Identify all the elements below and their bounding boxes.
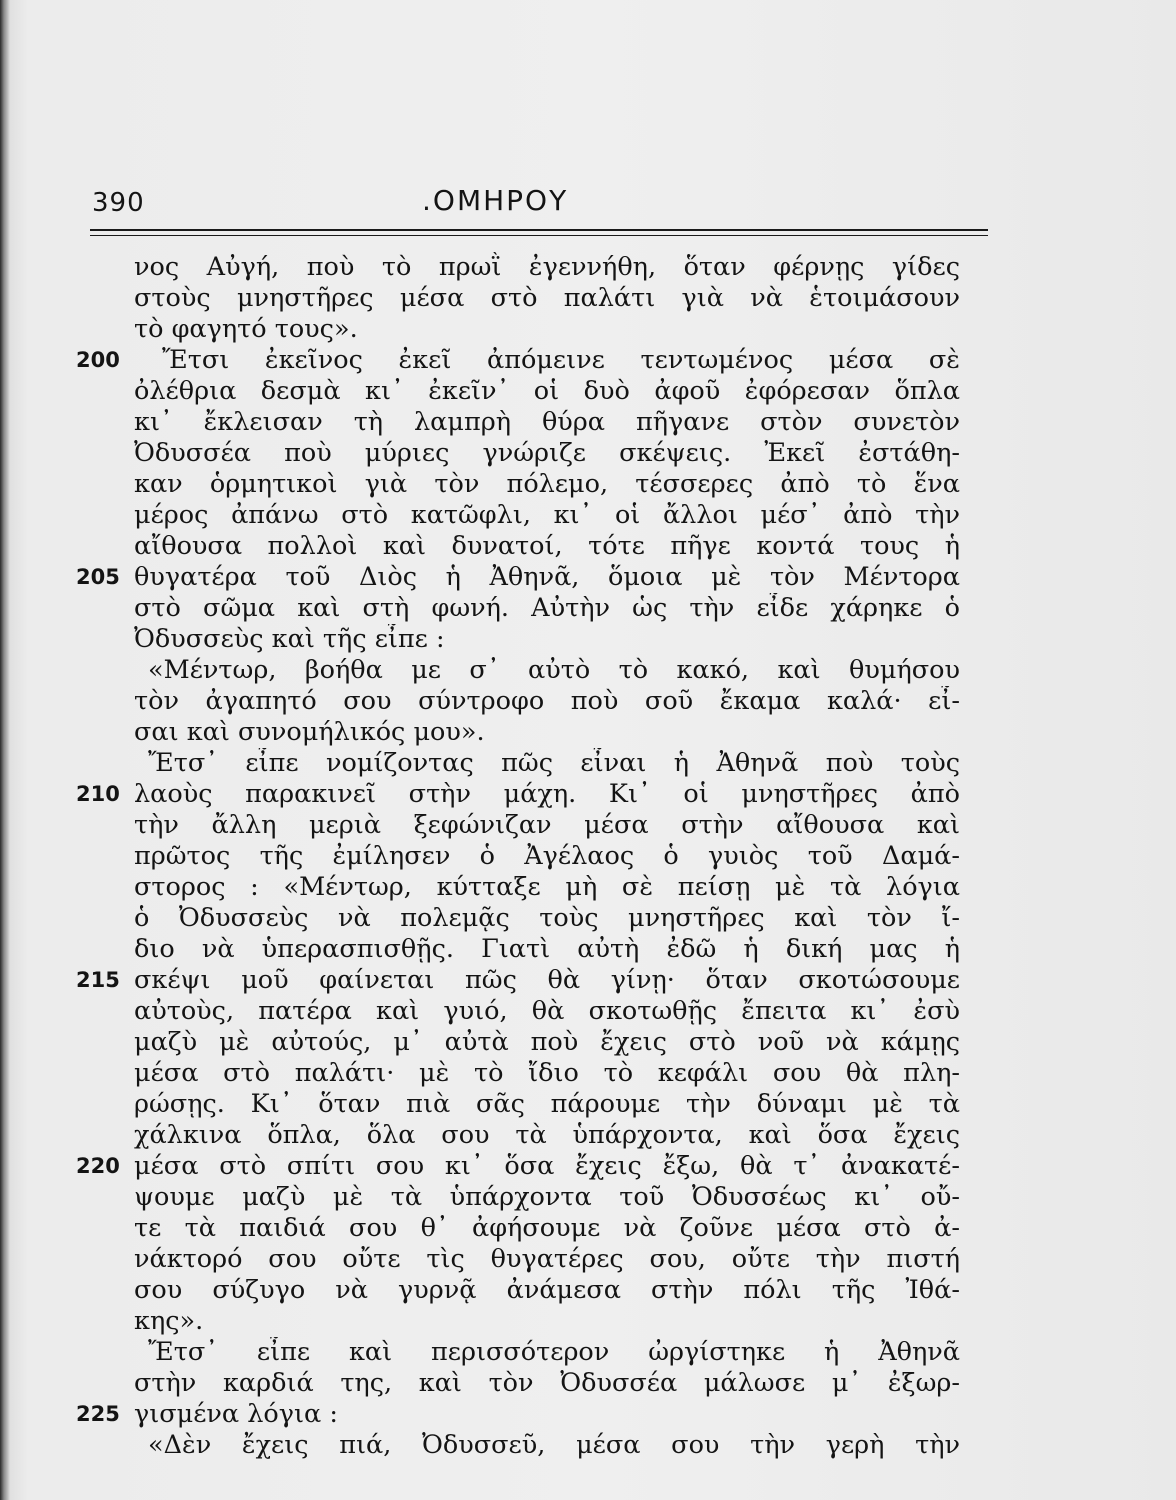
text-line: θυγατέρα τοῦ Διὸς ἡ Ἀθηνᾶ, ὅμοια μὲ τὸν Μέντορα bbox=[134, 562, 960, 592]
text-line: ὀλέθρια δεσμὰ κι᾽ ἐκεῖν᾽ οἱ δυὸ ἀφοῦ ἐφόρεσαν ὅπλα bbox=[134, 376, 960, 406]
line-number: 205 bbox=[76, 565, 120, 589]
text-line: γισμένα λόγια : bbox=[134, 1399, 338, 1429]
header-rule bbox=[90, 229, 988, 231]
line-number: 220 bbox=[76, 1154, 120, 1178]
text-line: ψουμε μαζὺ μὲ τὰ ὑπάρχοντα τοῦ Ὀδυσσέως κι᾽ οὔ- bbox=[134, 1182, 960, 1212]
text-line: μαζὺ μὲ αὐτούς, μ᾽ αὐτὰ ποὺ ἔχεις στὸ νοῦ νὰ κάμῃς bbox=[134, 1027, 960, 1057]
line-number: 225 bbox=[76, 1402, 120, 1426]
line-number: 210 bbox=[76, 782, 120, 806]
text-line: «Μέντωρ, βοήθα με σ᾽ αὐτὸ τὸ κακό, καὶ θυμήσου bbox=[148, 655, 960, 685]
text-line: καν ὁρμητικοὶ γιὰ τὸν πόλεμο, τέσσερες ἀπὸ τὸ ἕνα bbox=[134, 469, 960, 499]
text-line: σου σύζυγο νὰ γυρνᾷ ἀνάμεσα στὴν πόλι τῆς Ἰθά- bbox=[134, 1275, 960, 1305]
running-title: .ΟΜΗΡΟΥ bbox=[422, 184, 569, 217]
text-line: πρῶτος τῆς ἐμίλησεν ὁ Ἀγέλαος ὁ γυιὸς τοῦ Δαμά- bbox=[134, 841, 960, 871]
text-line: Ὀδυσσεὺς καὶ τῆς εἶπε : bbox=[134, 624, 445, 654]
text-line: ρώσῃς. Κι᾽ ὅταν πιὰ σᾶς πάρουμε τὴν δύναμι μὲ τὰ bbox=[134, 1089, 960, 1119]
text-line: στοὺς μνηστῆρες μέσα στὸ παλάτι γιὰ νὰ ἑτοιμάσουν bbox=[134, 283, 960, 313]
text-line: ὁ Ὀδυσσεὺς νὰ πολεμᾷς τοὺς μνηστῆρες καὶ τὸν ἴ- bbox=[134, 903, 960, 933]
text-line: διο νὰ ὑπερασπισθῇς. Γιατὶ αὐτὴ ἐδῶ ἡ δική μας ἡ bbox=[134, 934, 960, 964]
page-header bbox=[92, 182, 987, 230]
text-line: λαοὺς παρακινεῖ στὴν μάχη. Κι᾽ οἱ μνηστῆρες ἀπὸ bbox=[134, 779, 960, 809]
text-line: αἴθουσα πολλοὶ καὶ δυνατοί, τότε πῆγε κοντά τους ἡ bbox=[134, 531, 960, 561]
text-line: Ἔτσι ἐκεῖνος ἐκεῖ ἀπόμεινε τεντωμένος μέσα σὲ bbox=[162, 345, 960, 375]
text-line: σαι καὶ συνομήλικός μου». bbox=[134, 717, 485, 747]
text-line: Ἔτσ᾽ εἶπε καὶ περισσότερον ὠργίστηκε ἡ Ἀθηνᾶ bbox=[148, 1337, 960, 1367]
text-line: αὐτοὺς, πατέρα καὶ γυιό, θὰ σκοτωθῇς ἔπειτα κι᾽ ἐσὺ bbox=[134, 996, 960, 1026]
text-line: μέρος ἀπάνω στὸ κατῶφλι, κι᾽ οἱ ἄλλοι μέσ᾽ ἀπὸ τὴν bbox=[134, 500, 960, 530]
text-line: τὸ φαγητό τους». bbox=[134, 314, 358, 344]
header-rule-thin bbox=[90, 235, 988, 236]
text-line: τὴν ἄλλη μεριὰ ξεφώνιζαν μέσα στὴν αἴθουσα καὶ bbox=[134, 810, 960, 840]
line-number: 215 bbox=[76, 968, 120, 992]
text-line: νος Αὐγή, ποὺ τὸ πρωῒ ἐγεννήθη, ὅταν φέρνῃς γίδες bbox=[134, 252, 960, 282]
text-line: στορος : «Μέντωρ, κύτταξε μὴ σὲ πείσῃ μὲ τὰ λόγια bbox=[134, 872, 960, 902]
text-line: νάκτορό σου οὔτε τὶς θυγατέρες σου, οὔτε τὴν πιστή bbox=[134, 1244, 960, 1274]
text-line: Ἔτσ᾽ εἶπε νομίζοντας πῶς εἶναι ἡ Ἀθηνᾶ ποὺ τοὺς bbox=[148, 748, 960, 778]
text-line: σκέψι μοῦ φαίνεται πῶς θὰ γίνῃ· ὅταν σκοτώσουμε bbox=[134, 965, 960, 995]
text-line: κης». bbox=[134, 1306, 204, 1336]
text-line: τε τὰ παιδιά σου θ᾽ ἀφήσουμε νὰ ζοῦνε μέσα στὸ ἀ- bbox=[134, 1213, 960, 1243]
text-line: χάλκινα ὅπλα, ὅλα σου τὰ ὑπάρχοντα, καὶ ὅσα ἔχεις bbox=[134, 1120, 960, 1150]
text-line: στὸ σῶμα καὶ στὴ φωνή. Αὐτὴν ὡς τὴν εἶδε χάρηκε ὁ bbox=[134, 593, 960, 623]
binding-shadow bbox=[0, 0, 10, 1500]
text-line: μέσα στὸ σπίτι σου κι᾽ ὅσα ἔχεις ἔξω, θὰ τ᾽ ἀνακατέ- bbox=[134, 1151, 960, 1181]
text-line: κι᾽ ἔκλεισαν τὴ λαμπρὴ θύρα πῆγανε στὸν συνετὸν bbox=[134, 407, 960, 437]
text-line: στὴν καρδιά της, καὶ τὸν Ὀδυσσέα μάλωσε μ᾽ ἐξωρ- bbox=[134, 1368, 960, 1398]
line-number: 200 bbox=[76, 348, 120, 372]
text-line: Ὀδυσσέα ποὺ μύριες γνώριζε σκέψεις. Ἐκεῖ ἐστάθη- bbox=[134, 438, 960, 468]
text-line: «Δὲν ἔχεις πιά, Ὀδυσσεῦ, μέσα σου τὴν γερὴ τὴν bbox=[148, 1430, 960, 1460]
page-number: 390 bbox=[92, 188, 145, 218]
text-line: τὸν ἀγαπητό σου σύντροφο ποὺ σοῦ ἔκαμα καλά· εἶ- bbox=[134, 686, 960, 716]
text-line: μέσα στὸ παλάτι· μὲ τὸ ἴδιο τὸ κεφάλι σου θὰ πλη- bbox=[134, 1058, 960, 1088]
